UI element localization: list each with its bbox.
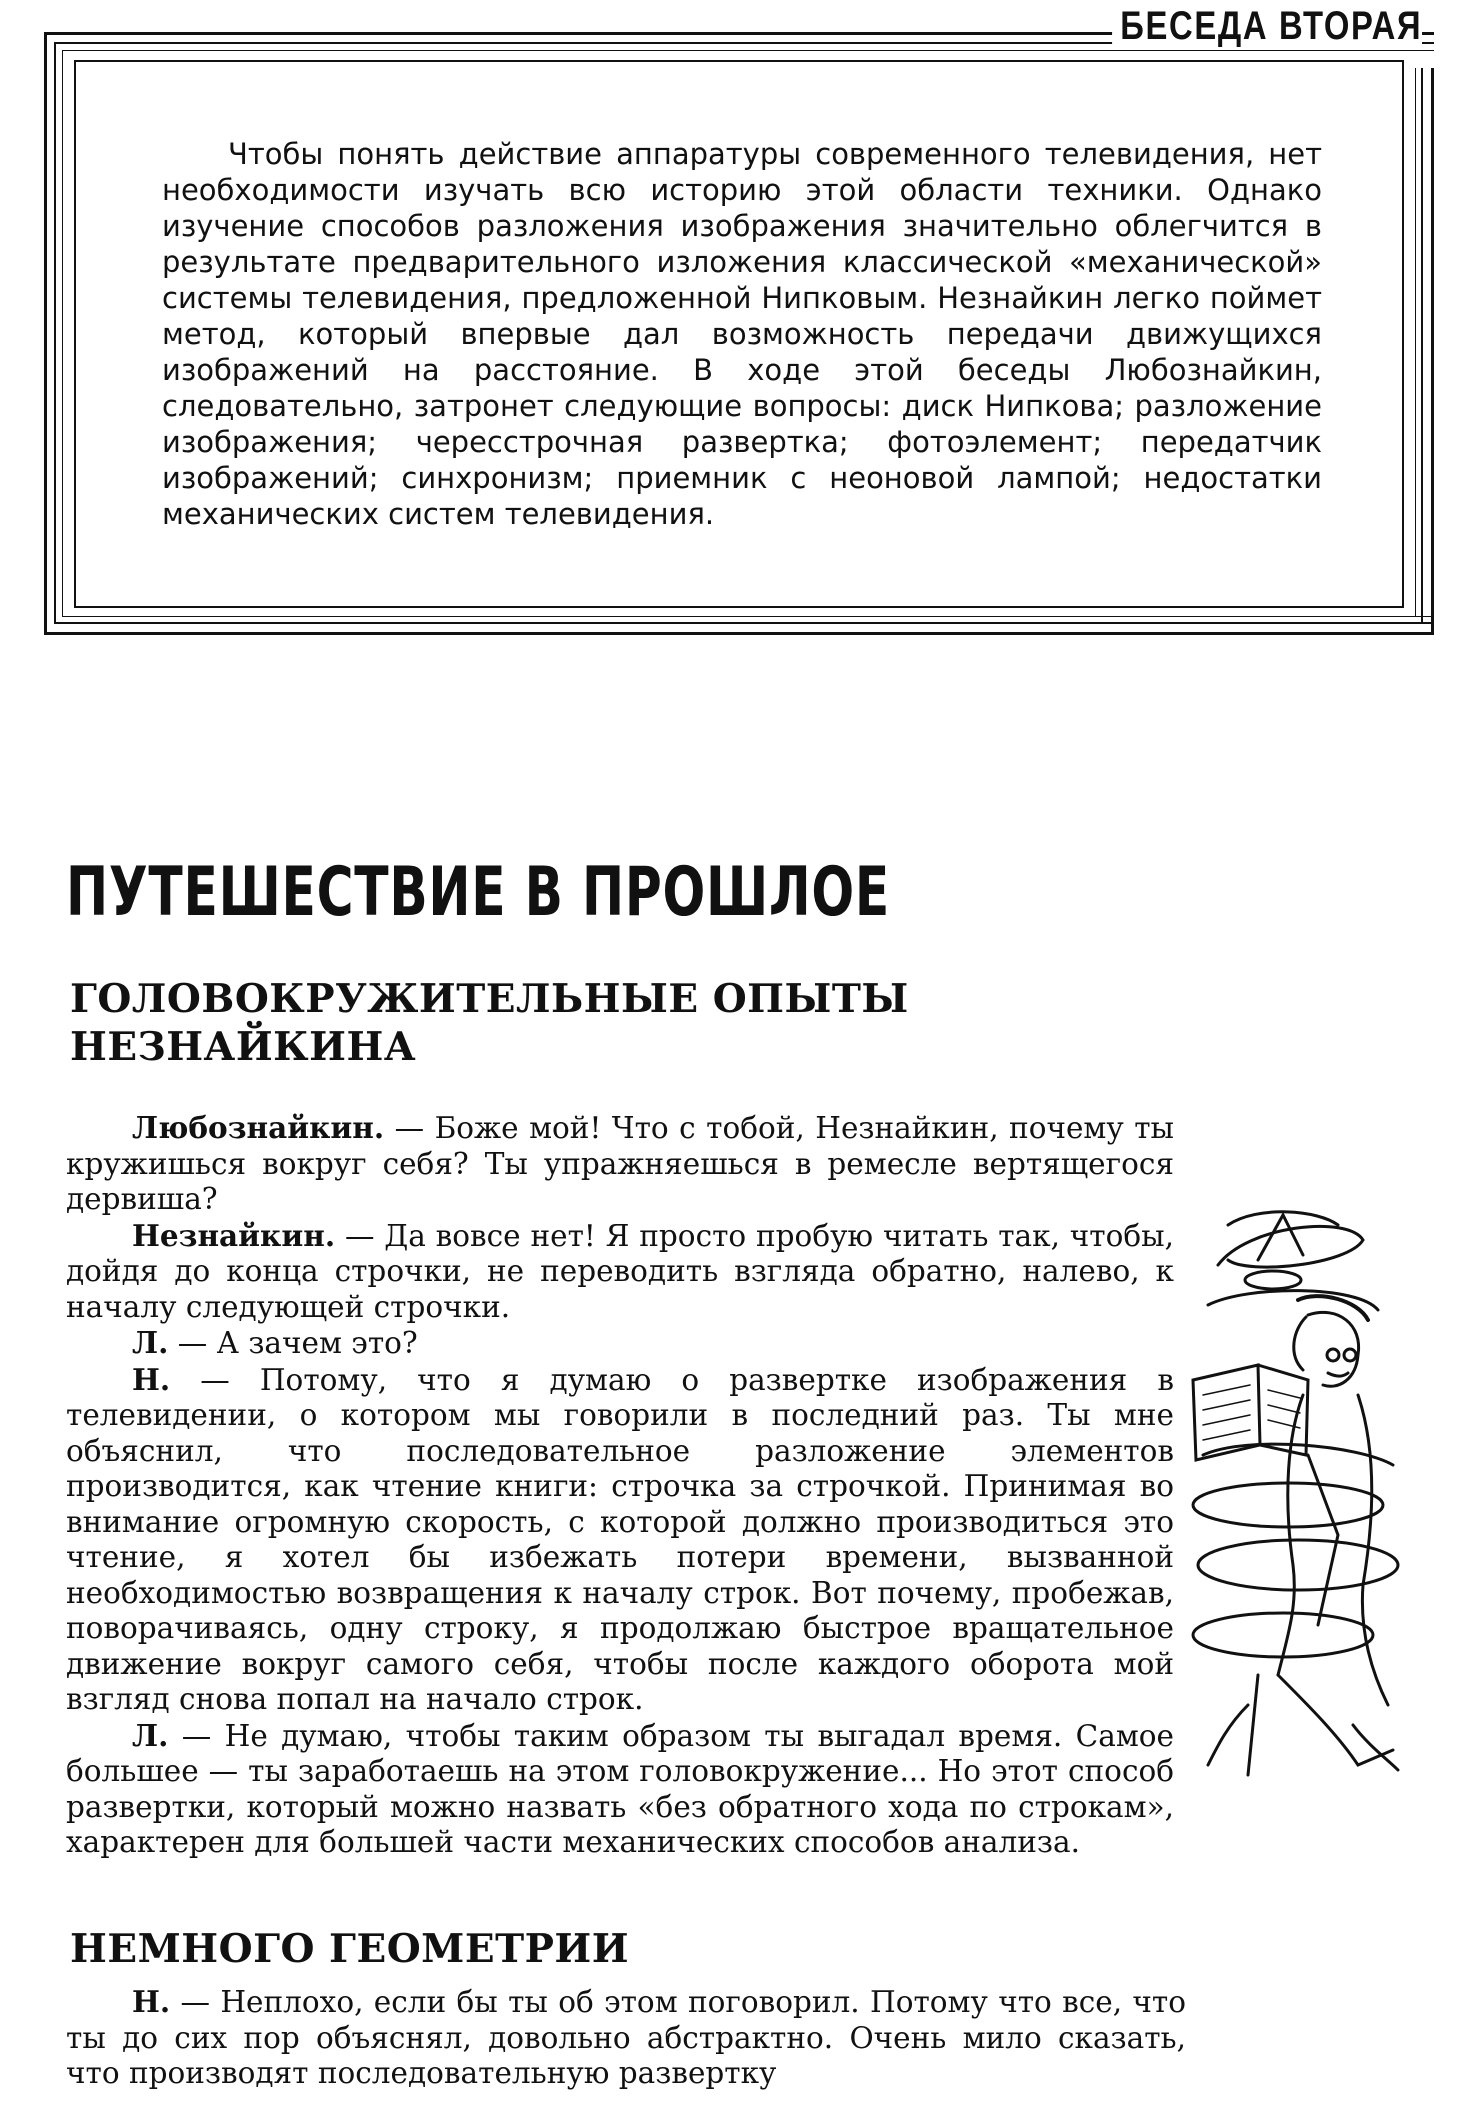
spinning-reader-illustration [1188, 1205, 1403, 1785]
speech-text: — Боже мой! Что с тобой, Незнайкин, почему ты кружишься вокруг себя? Ты упражняешься в ремесле вертящегося дервиша? [66, 1111, 1174, 1216]
section-title-1 [70, 975, 909, 1071]
intro-paragraph: Чтобы понять действие аппаратуры современного телевидения, нет необходимости изучать всю историю этой области техники. Однако изучение способов разложения изображения значительно облегчится в результате предварительного изложения классической «механической» системы телевидения, предложенной Нипковым. Незнайкин легко поймет метод, который впервые дал возможность передачи движущихся изображений на расстояние. В ходе этой беседы Любознайкин, следовательно, затронет следующие вопросы: диск Нипкова; разложение изображения; чересстрочная развертка; фотоэлемент; передатчик изображений; синхронизм; приемник с неоновой лампой; недостатки механических систем телевидения. [162, 137, 1322, 531]
dialogue-section-1 [66, 1110, 1174, 1861]
dialogue-paragraph [66, 1718, 1174, 1861]
speaker-name: Н. [132, 1361, 171, 1397]
dialogue-paragraph [66, 1325, 1174, 1362]
speaker-name: Н. [132, 1984, 171, 2019]
chapter-label: БЕСЕДА ВТОРАЯ [1112, 4, 1422, 48]
speaker-name: Л. [132, 1325, 169, 1360]
part-title: ПУТЕШЕСТВИЕ В ПРОШЛОЕ [66, 853, 891, 932]
section-title-2: НЕМНОГО ГЕОМЕТРИИ [70, 1926, 630, 1972]
speaker-name: Любознайкин. [132, 1110, 385, 1145]
speaker-name: Незнайкин. [132, 1217, 336, 1253]
dialogue-paragraph [66, 1984, 1186, 2092]
speech-text: — Неплохо, если бы ты об этом поговорил. Потому что все, что ты до сих пор объяснял, довольно абстрактно. Очень мило сказать, что производят последовательную развертку [66, 1985, 1186, 2090]
speech-text: — А зачем это? [168, 1326, 418, 1360]
section-title-1-line2: НЕЗНАЙКИНА [70, 1024, 417, 1070]
speech-text: — Не думаю, чтобы таким образом ты выгадал время. Самое большее — ты заработаешь на этом головокружение... Но этот способ развертки, который можно назвать «без обратного хода по строкам», характерен для большей части механических способов анализа. [66, 1718, 1174, 1859]
dialogue-paragraph [66, 1110, 1174, 1218]
speech-text: — Да вовсе нет! Я просто пробую читать так, чтобы, дойдя до конца строчки, не переводить взгляда обратно, налево, к началу следующей строчки. [66, 1218, 1174, 1324]
dialogue-paragraph [66, 1362, 1174, 1718]
section-title-1-line1: ГОЛОВОКРУЖИТЕЛЬНЫЕ ОПЫТЫ [70, 976, 909, 1022]
dialogue-paragraph [66, 1218, 1174, 1326]
speaker-name: Л. [132, 1717, 169, 1753]
dialogue-section-2 [66, 1984, 1186, 2092]
speech-text: — Потому, что я думаю о развертке изображения в телевидении, о котором мы говорили в последний раз. Ты мне объяснил, что последовательное разложение элементов производится, как чтение книги: строчка за строчкой. Принимая во внимание огромную скорость, с которой должно производиться это чтение, я хотел бы избежать потери времени, вызванной необходимостью возвращения к началу строк. Вот почему, пробежав, поворачиваясь, одну строку, я продолжаю быстрое вращательное движение вокруг самого себя, чтобы после каждого оборота мой взгляд снова попал на начало строк. [66, 1362, 1174, 1716]
